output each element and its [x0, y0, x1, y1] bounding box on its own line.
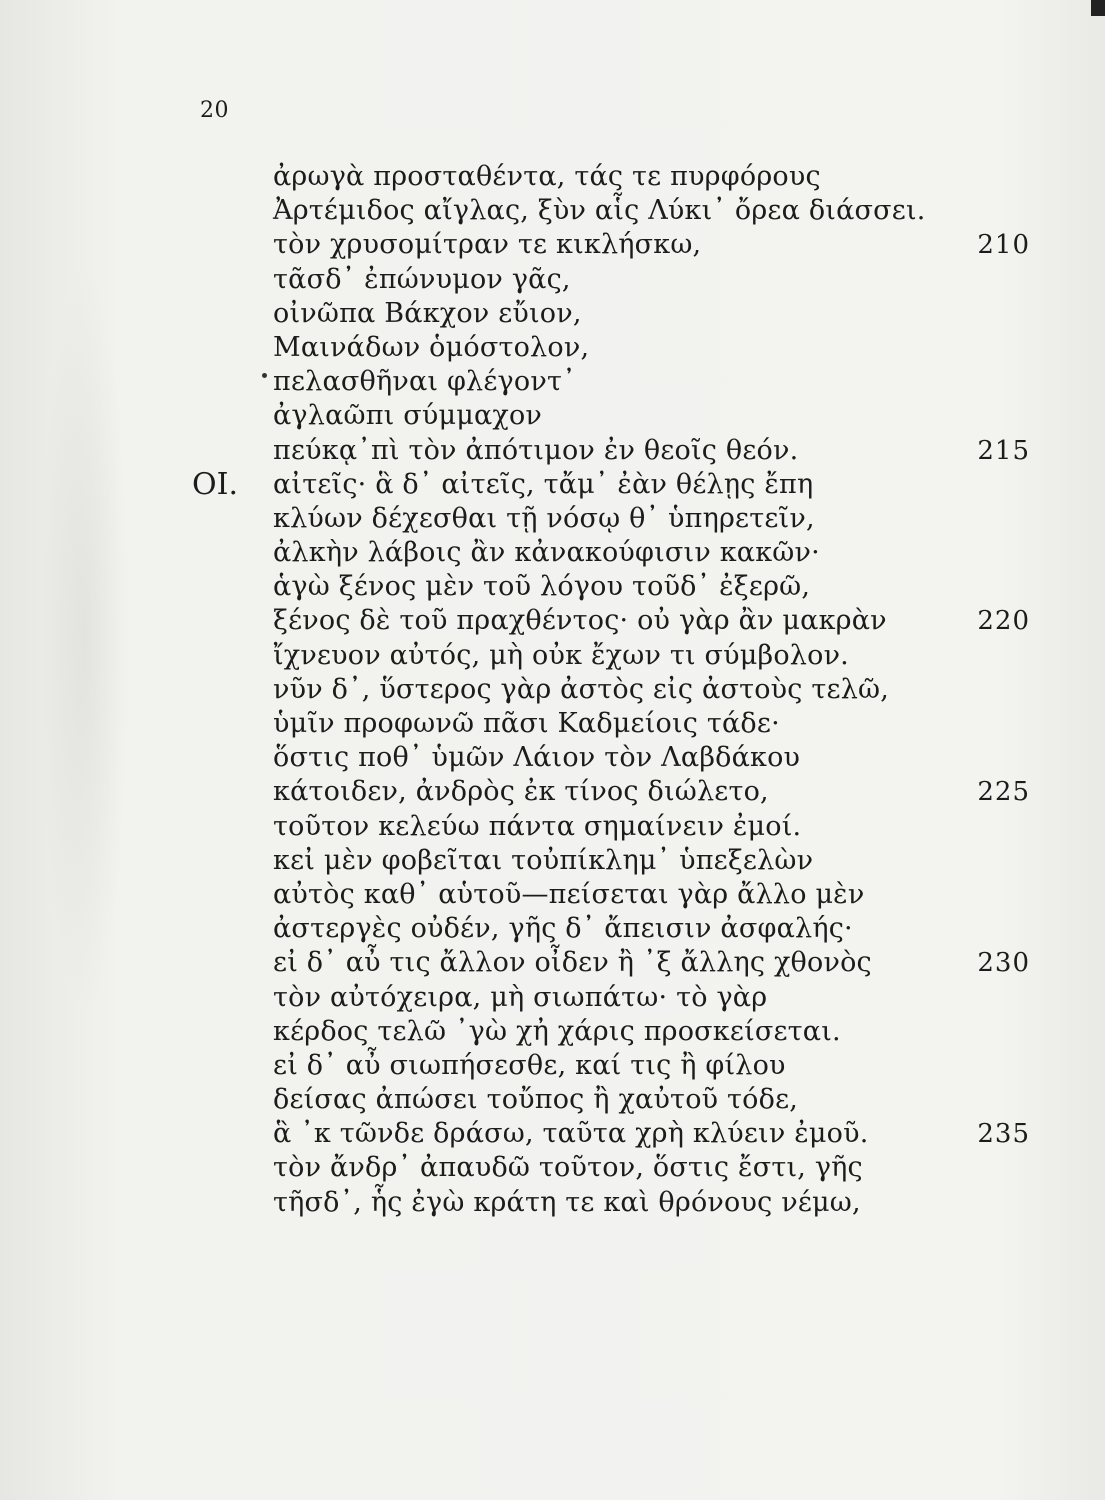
verse-line: [0, 878, 1105, 912]
verse-text: αἰτεῖς· ἃ δ᾽ αἰτεῖς, τἄμ᾽ ἐὰν θέλῃς ἔπη: [273, 468, 814, 500]
verse-line: [0, 365, 1105, 399]
ink-speck: [262, 373, 267, 378]
verse-text: κεἰ μὲν φοβεῖται τοὐπίκλημ᾽ ὑπεξελὼν: [273, 844, 814, 876]
verse-text: Ἀρτέμιδος αἴγλας, ξὺν αἷς Λύκι᾽ ὄρεα διάσσει.: [273, 195, 926, 227]
verse-line: [0, 775, 1105, 809]
verse-text: πελασθῆναι φλέγοντ᾽: [273, 366, 576, 398]
verse-line: [0, 399, 1105, 433]
page-number: 20: [200, 98, 229, 123]
verse-text: τοῦτον κελεύω πάντα σημαίνειν ἐμοί.: [273, 810, 802, 842]
verse-text: δείσας ἀπώσει τοὔπος ἢ χαὐτοῦ τόδε,: [273, 1084, 799, 1116]
verse-text: ξένος δὲ τοῦ πραχθέντος· οὐ γὰρ ἂν μακρὰν: [273, 605, 887, 637]
verse-text: ἀστεργὲς οὐδέν, γῆς δ᾽ ἄπεισιν ἀσφαλής·: [273, 913, 853, 945]
verse-block: [0, 160, 1105, 1220]
verse-line: [0, 639, 1105, 673]
line-number: 225: [977, 777, 1030, 808]
verse-text: κέρδος τελῶ ᾽γὼ χἠ χάρις προσκείσεται.: [273, 1015, 841, 1047]
verse-text: ἀλκὴν λάβοις ἂν κἀνακούφισιν κακῶν·: [273, 537, 820, 569]
verse-line: [0, 194, 1105, 228]
verse-text: ἃ ᾽κ τῶνδε δράσω, ταῦτα χρὴ κλύειν ἐμοῦ.: [273, 1118, 869, 1150]
verse-line: [0, 912, 1105, 946]
verse-text: κλύων δέχεσθαι τῇ νόσῳ θ᾽ ὑπηρετεῖν,: [273, 502, 815, 534]
verse-line: [0, 673, 1105, 707]
verse-text: Μαινάδων ὁμόστολον,: [273, 331, 590, 363]
verse-text: ἀρωγὰ προσταθέντα, τάς τε πυρφόρους: [273, 161, 821, 192]
verse-line: [0, 228, 1105, 262]
verse-text: εἰ δ᾽ αὖ τις ἄλλον οἶδεν ἢ ᾽ξ ἄλλης χθονὸς: [273, 947, 872, 979]
verse-text: εἰ δ᾽ αὖ σιωπήσεσθε, καί τις ἢ φίλου: [273, 1049, 786, 1081]
verse-line: [0, 810, 1105, 844]
verse-line: [0, 1015, 1105, 1049]
verse-line: [0, 263, 1105, 297]
scan-corner-mark: [1091, 0, 1105, 16]
verse-line: [0, 981, 1105, 1015]
verse-line: [0, 434, 1105, 468]
verse-line: [0, 1117, 1105, 1151]
speaker-label: ΟΙ.: [192, 466, 238, 502]
verse-line: [0, 707, 1105, 741]
line-number: 215: [977, 435, 1030, 466]
line-number: 210: [977, 230, 1030, 261]
verse-text: τὸν αὐτόχειρα, μὴ σιωπάτω· τὸ γὰρ: [273, 981, 768, 1013]
line-number: 230: [977, 948, 1030, 979]
verse-line: [0, 502, 1105, 536]
verse-text: ἀγλαῶπι σύμμαχον: [273, 400, 543, 432]
verse-text: οἰνῶπα Βάκχον εὔιον,: [273, 297, 582, 329]
verse-line: [0, 741, 1105, 775]
verse-text: ὅστις ποθ᾽ ὑμῶν Λάιον τὸν Λαβδάκου: [273, 742, 801, 774]
verse-text: κάτοιδεν, ἀνδρὸς ἐκ τίνος διώλετο,: [273, 776, 769, 808]
verse-line: [0, 1049, 1105, 1083]
verse-line: [0, 1083, 1105, 1117]
verse-line: [0, 536, 1105, 570]
verse-text: τᾶσδ᾽ ἐπώνυμον γᾶς,: [273, 263, 571, 295]
verse-line: [0, 1186, 1105, 1220]
line-number: 220: [977, 606, 1030, 637]
verse-line: [0, 844, 1105, 878]
verse-text: ὑμῖν προφωνῶ πᾶσι Καδμείοις τάδε·: [273, 708, 780, 739]
verse-line: [0, 331, 1105, 365]
verse-text: τὸν χρυσομίτραν τε κικλήσκω,: [273, 229, 702, 261]
verse-text: αὐτὸς καθ᾽ αὑτοῦ—πείσεται γὰρ ἄλλο μὲν: [273, 878, 865, 910]
verse-line: [0, 604, 1105, 638]
verse-line: [0, 1151, 1105, 1185]
verse-line: [0, 946, 1105, 980]
verse-text: ἴχνευον αὐτός, μὴ οὐκ ἔχων τι σύμβολον.: [273, 639, 849, 671]
verse-text: ἁγὼ ξένος μὲν τοῦ λόγου τοῦδ᾽ ἐξερῶ,: [273, 571, 811, 603]
verse-text: πεύκᾳ᾽πὶ τὸν ἀπότιμον ἐν θεοῖς θεόν.: [273, 434, 799, 466]
verse-line: [0, 297, 1105, 331]
verse-text: τὸν ἄνδρ᾽ ἀπαυδῶ τοῦτον, ὅστις ἔστι, γῆς: [273, 1152, 863, 1184]
verse-text: τῆσδ᾽, ἧς ἐγὼ κράτη τε καὶ θρόνους νέμω,: [273, 1186, 861, 1218]
verse-text: νῦν δ᾽, ὕστερος γὰρ ἀστὸς εἰς ἀστοὺς τελῶ,: [273, 673, 890, 705]
verse-line: [0, 468, 1105, 502]
verse-line: [0, 570, 1105, 604]
verse-line: [0, 160, 1105, 194]
line-number: 235: [977, 1119, 1030, 1150]
